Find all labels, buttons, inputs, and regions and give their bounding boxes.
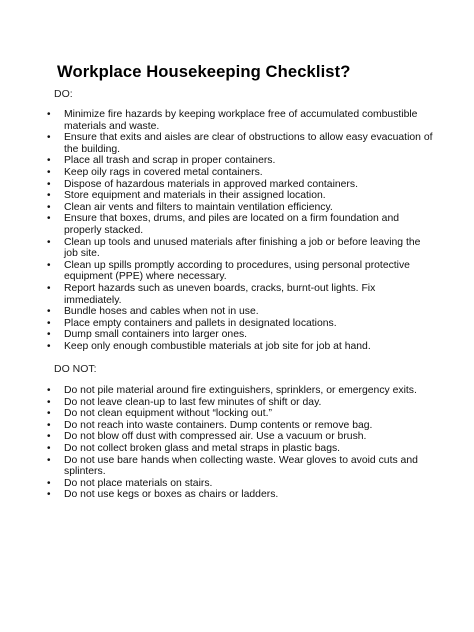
bullet-icon: • — [47, 213, 51, 225]
bullet-icon: • — [47, 408, 51, 420]
do-not-list-item — [47, 454, 434, 478]
do-not-list-item — [47, 385, 434, 397]
do-not-list-item — [47, 442, 434, 455]
list-item-text: Keep only enough combustible materials at job site for job at hand. — [64, 340, 371, 352]
do-list-item — [47, 213, 434, 236]
bullet-icon: • — [47, 419, 51, 431]
list-item-text: Dispose of hazardous materials in approved marked containers. — [64, 178, 358, 190]
bullet-icon: • — [47, 340, 51, 352]
page-title: Workplace Housekeeping Checklist? — [57, 62, 351, 81]
do-list-item — [47, 236, 434, 260]
bullet-icon: • — [47, 477, 51, 489]
list-item-text: Ensure that boxes, drums, and piles are located on a firm foundation and properly stacked. — [64, 213, 400, 236]
do-not-list-item — [47, 419, 434, 432]
bullet-icon: • — [47, 236, 51, 248]
list-item-text: Do not blow off dust with compressed air. Use a vacuum or brush. — [64, 431, 367, 443]
do-list-item — [47, 340, 434, 353]
do-not-list-item — [47, 477, 434, 490]
do-list-item — [47, 306, 434, 318]
do-list-item — [47, 317, 434, 330]
do-list-item — [47, 282, 434, 306]
bullet-icon: • — [47, 489, 51, 501]
do-list-item — [47, 132, 434, 155]
do-list-item — [47, 190, 434, 202]
list-item-text: Dump small containers into larger ones. — [64, 329, 248, 341]
do-list-item — [47, 329, 434, 341]
list-item-text: Clean up tools and unused materials after finishing a job or before leaving the job site. — [64, 236, 421, 260]
bullet-icon: • — [47, 317, 51, 329]
do-list-item — [47, 259, 434, 283]
list-item-text: Do not use kegs or boxes as chairs or ladders. — [64, 489, 279, 501]
list-item-text: Do not pile material around fire extinguishers, sprinklers, or emergency exits. — [64, 385, 417, 396]
list-item-text: Do not place materials on stairs. — [64, 477, 213, 489]
do-not-list-item — [47, 431, 434, 443]
do-not-list-item — [47, 489, 434, 501]
do-not-section-label: DO NOT: — [54, 363, 97, 375]
bullet-icon: • — [47, 201, 51, 213]
do-not-list-item — [47, 396, 434, 409]
list-item-text: Do not leave clean-up to last few minutes of shift or day. — [64, 396, 322, 408]
list-item-text: Do not reach into waste containers. Dump contents or remove bag. — [64, 419, 373, 431]
bullet-icon: • — [47, 329, 51, 341]
list-item-text: Bundle hoses and cables when not in use. — [64, 306, 259, 318]
bullet-icon: • — [47, 431, 51, 443]
bullet-icon: • — [47, 166, 51, 178]
list-item-text: Clean air vents and filters to maintain ventilation efficiency. — [64, 201, 333, 213]
do-list-item — [47, 109, 434, 132]
list-item-text: Do not clean equipment without “locking out.” — [64, 408, 272, 420]
bullet-icon: • — [47, 132, 51, 144]
bullet-icon: • — [47, 396, 51, 408]
bullet-icon: • — [47, 454, 51, 466]
list-item-text: Clean up spills promptly according to procedures, using personal protective equipment (PPE) where necessary. — [64, 259, 410, 283]
bullet-icon: • — [47, 282, 51, 294]
bullet-icon: • — [47, 155, 51, 167]
do-list-item — [47, 166, 434, 179]
bullet-icon: • — [47, 259, 51, 271]
bullet-icon: • — [47, 442, 51, 454]
do-list-item — [47, 178, 434, 191]
do-section-label: DO: — [54, 88, 73, 100]
bullet-icon: • — [47, 306, 51, 318]
list-item-text: Ensure that exits and aisles are clear of obstructions to allow easy evacuation of the building. — [64, 132, 433, 155]
bullet-icon: • — [47, 178, 51, 190]
list-item-text: Report hazards such as uneven boards, cracks, burnt-out lights. Fix immediately. — [64, 282, 376, 306]
bullet-icon: • — [47, 385, 51, 396]
list-item-text: Keep oily rags in covered metal containers. — [64, 166, 263, 178]
bullet-icon: • — [47, 190, 51, 202]
do-list-item — [47, 155, 434, 167]
do-list-item — [47, 201, 434, 214]
list-item-text: Place all trash and scrap in proper containers. — [64, 155, 276, 167]
list-item-text: Do not collect broken glass and metal straps in plastic bags. — [64, 442, 341, 454]
list-item-text: Minimize fire hazards by keeping workplace free of accumulated combustible materials and waste. — [64, 109, 418, 132]
list-item-text: Do not use bare hands when collecting waste. Wear gloves to avoid cuts and splinters. — [64, 454, 418, 478]
list-item-text: Place empty containers and pallets in designated locations. — [64, 317, 337, 329]
do-list — [47, 109, 434, 352]
list-item-text: Store equipment and materials in their assigned location. — [64, 190, 326, 202]
do-not-list-item — [47, 408, 434, 420]
bullet-icon: • — [47, 109, 51, 120]
do-not-list — [47, 385, 434, 501]
